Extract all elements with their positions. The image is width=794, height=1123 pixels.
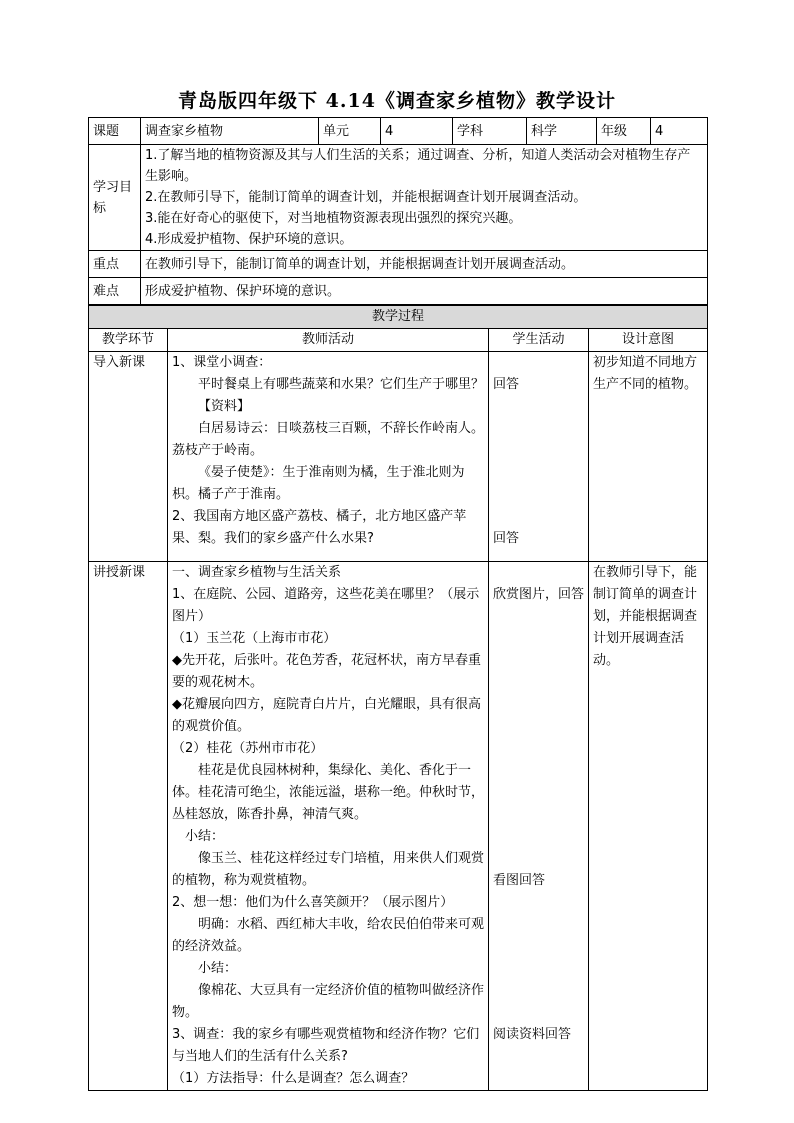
teacher-line: 《晏子使楚》：生于淮南则为橘，生于淮北则为枳。橘子产于淮南。 <box>172 465 465 502</box>
subject-label: 学科 <box>453 118 527 145</box>
teacher-line: 【资料】 <box>198 399 251 414</box>
teacher-line: ◆先开花，后张叶。花色芳香，花冠杯状，南方早春重要的观花树木。 <box>172 653 481 690</box>
teacher-line: （1）方法指导：什么是调查？怎么调查？ <box>172 1071 415 1086</box>
teacher-line: 平时餐桌上有哪些蔬菜和水果？它们生产于哪里？ <box>198 377 485 392</box>
goal-item: 3.能在好奇心的驱使下，对当地植物资源表现出强烈的探究兴趣。 <box>145 211 522 226</box>
goal-item: 4.形成爱护植物、保护环境的意识。 <box>145 232 353 247</box>
topic-label: 课题 <box>89 118 141 145</box>
grade-label: 年级 <box>597 118 651 145</box>
difficulty-text: 形成爱护植物、保护环境的意识。 <box>141 278 708 305</box>
stage-intro: 导入新课 <box>89 352 168 562</box>
header-student: 学生活动 <box>489 329 589 352</box>
student-line: 回答 <box>493 377 520 392</box>
teacher-line: 2、我国南方地区盛产荔枝、橘子，北方地区盛产苹果、梨。我们的家乡盛产什么水果? <box>172 509 467 546</box>
goals-content <box>141 145 708 251</box>
student-line: 回答 <box>493 531 520 546</box>
student-line: 看图回答 <box>493 873 546 888</box>
stage-new: 讲授新课 <box>89 562 168 1091</box>
teacher-line: 小结： <box>185 829 225 844</box>
student-new <box>489 562 589 1091</box>
student-line: 阅读资料回答 <box>493 1027 572 1042</box>
student-line: 欣赏图片，回答 <box>493 587 585 602</box>
page-title: 青岛版四年级下 4.14《调查家乡植物》教学设计 <box>178 90 616 112</box>
teacher-line: 像玉兰、桂花这样经过专门培植，用来供人们观赏的植物，称为观赏植物。 <box>172 851 485 888</box>
goal-item: 1.了解当地的植物资源及其与人们生活的关系；通过调查、分析，知道人类活动会对植物生存产生影响。 <box>145 148 691 184</box>
unit-label: 单元 <box>319 118 381 145</box>
goals-label: 学习目标 <box>89 145 141 251</box>
teacher-line: 2、想一想：他们为什么喜笑颜开？（展示图片） <box>172 895 454 910</box>
teacher-line: ◆花瓣展向四方，庭院青白片片，白光耀眼，具有很高的观赏价值。 <box>172 697 481 734</box>
teacher-line: （1）玉兰花（上海市市花） <box>172 631 337 646</box>
key-point-text: 在教师引导下，能制订简单的调查计划，并能根据调查计划开展调查活动。 <box>141 251 708 278</box>
process-table <box>88 305 708 1091</box>
goal-item: 2.在教师引导下，能制订简单的调查计划，并能根据调查计划开展调查活动。 <box>145 190 587 205</box>
header-intent: 设计意图 <box>589 329 708 352</box>
difficulty-label: 难点 <box>89 278 141 305</box>
teacher-line: 3、调查：我的家乡有哪些观赏植物和经济作物？它们与当地人们的生活有什么关系? <box>172 1027 480 1064</box>
teacher-new <box>168 562 489 1091</box>
info-table <box>88 117 708 305</box>
key-point-label: 重点 <box>89 251 141 278</box>
teacher-line: 1、课堂小调查： <box>172 355 272 370</box>
header-teacher: 教师活动 <box>168 329 489 352</box>
teacher-line: 明确：水稻、西红柿大丰收，给农民伯伯带来可观的经济效益。 <box>172 917 485 954</box>
section-title: 教学过程 <box>89 306 708 329</box>
unit-value: 4 <box>381 118 453 145</box>
teacher-line: 桂花是优良园林树种，集绿化、美化、香化于一体。桂花清可绝尘，浓能远溢，堪称一绝。仲秋时节，丛桂怒放，陈香扑鼻，神清气爽。 <box>172 763 485 822</box>
teacher-line: （2）桂花（苏州市市花） <box>172 741 324 756</box>
grade-value: 4 <box>651 118 708 145</box>
teacher-intro <box>168 352 489 562</box>
teacher-line: 一、调查家乡植物与生活关系 <box>172 565 342 580</box>
teacher-line: 像棉花、大豆具有一定经济价值的植物叫做经济作物。 <box>172 983 485 1020</box>
topic-value: 调查家乡植物 <box>141 118 319 145</box>
header-stage: 教学环节 <box>89 329 168 352</box>
intent-new: 在教师引导下，能制订简单的调查计划，并能根据调查计划开展调查活动。 <box>589 562 708 1091</box>
student-intro <box>489 352 589 562</box>
subject-value: 科学 <box>527 118 597 145</box>
teacher-line: 1、在庭院、公园、道路旁，这些花美在哪里？（展示图片） <box>172 587 480 624</box>
teacher-line: 小结： <box>198 961 238 976</box>
intent-intro: 初步知道不同地方生产不同的植物。 <box>589 352 708 562</box>
teacher-line: 白居易诗云：日啖荔枝三百颗，不辞长作岭南人。荔枝产于岭南。 <box>172 421 485 458</box>
